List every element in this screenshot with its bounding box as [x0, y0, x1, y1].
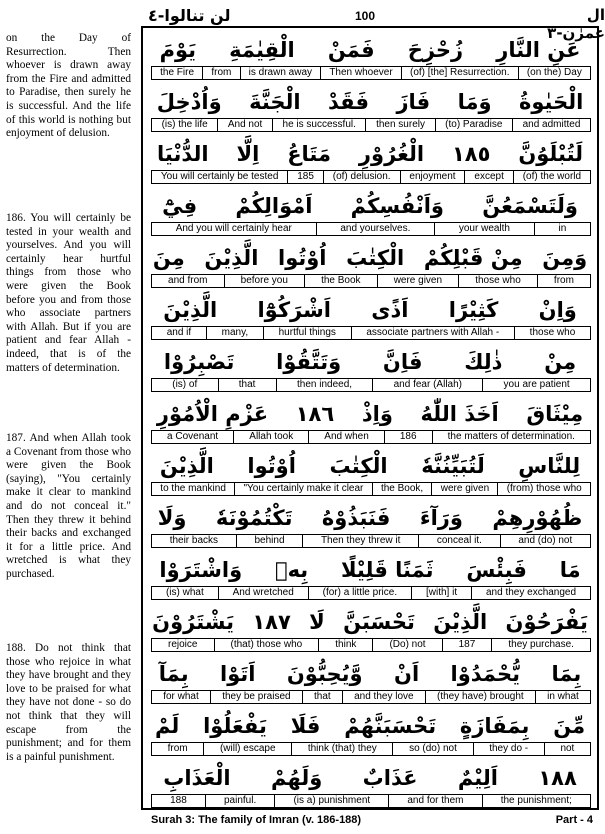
translation-cell: the matters of determination.	[433, 430, 591, 444]
translation-cell: and they exchanged	[472, 586, 591, 600]
arabic-word: بِمَا	[551, 662, 582, 686]
translation-cell: And you will certainly hear	[151, 222, 317, 236]
translation-cell: (on the) Day	[519, 66, 591, 80]
translation-cell: 185	[288, 170, 324, 184]
arabic-word: فَاِنَّ	[382, 350, 423, 374]
verse-line	[143, 342, 597, 398]
arabic-word: الْحَيٰوةُ	[518, 90, 584, 114]
arabic-word: تَكْتُمُوْنَهٗ	[215, 506, 293, 530]
verse-line	[143, 654, 597, 710]
arabic-word: اَذًى	[371, 298, 409, 322]
translation-cell: 186	[385, 430, 433, 444]
translation-cell: and yourselves.	[317, 222, 436, 236]
translation-cell: behind	[237, 534, 303, 548]
arabic-word: ١٨٦	[295, 402, 335, 426]
commentary-paragraph: on the Day of Resurrection. Then whoever is drawn away from the Fire and admitted to Paradise, then surely he is successful. And the life of this world is nothing but enjoyment of delusion.	[6, 32, 131, 140]
translation-cell: that	[219, 378, 277, 392]
arabic-text-line	[143, 498, 597, 538]
arabic-word: وَرَآءَ	[419, 506, 463, 530]
translation-cell: and they love	[343, 690, 426, 704]
arabic-text-line	[143, 446, 597, 486]
arabic-text-line	[143, 550, 597, 590]
arabic-word: بِهٖ	[274, 558, 309, 582]
arabic-word: يَوْمَ	[159, 38, 197, 62]
translation-line	[151, 638, 591, 652]
translation-cell: many,	[207, 326, 264, 340]
arabic-word: وَلَهُمْ	[271, 766, 323, 790]
arabic-word: وَاُدْخِلَ	[156, 90, 222, 114]
arabic-word: كَثِيْرًا	[448, 298, 499, 322]
translation-line	[151, 118, 591, 132]
translation-cell: the Book,	[373, 482, 433, 496]
translation-line	[151, 66, 591, 80]
verse-line	[143, 134, 597, 190]
arabic-word: لِلنَّاسِ	[518, 454, 581, 478]
arabic-word: عَنِ النَّارِ	[496, 38, 581, 62]
arabic-word: ١٨٧	[252, 610, 291, 634]
arabic-word: الدُّنْيَا	[156, 142, 209, 166]
arabic-word: تَصْبِرُوْا	[163, 350, 235, 374]
translation-cell: the Fire	[151, 66, 203, 80]
arabic-word: اَخَذَ اللّٰهُ	[420, 402, 499, 426]
translation-cell: [with] it	[412, 586, 472, 600]
arabic-word: الَّذِيْنَ	[159, 454, 214, 478]
footer-surah-title: Surah 3: The family of Imran (v. 186-188)	[151, 814, 362, 826]
arabic-word: وَمَا	[457, 90, 492, 114]
arabic-word: وَلَتَسْمَعُنَّ	[482, 194, 578, 218]
translation-cell: for what	[151, 690, 211, 704]
translation-cell: hurtful things	[264, 326, 352, 340]
arabic-word: الَّذِيْنَ	[204, 246, 259, 270]
arabic-word: اُوْتُوا	[278, 246, 327, 270]
verse-line	[143, 706, 597, 762]
verse-line	[143, 602, 597, 658]
translation-cell: (of) [the] Resurrection.	[402, 66, 519, 80]
translation-cell: their backs	[151, 534, 237, 548]
arabic-word: مَا	[559, 558, 581, 582]
translation-cell: (will) escape	[204, 742, 292, 756]
translation-cell: from	[538, 274, 591, 288]
footer-part: Part - 4	[555, 814, 593, 826]
arabic-word: وَاشْتَرَوْا	[159, 558, 243, 582]
translation-cell: a Covenant	[151, 430, 234, 444]
translation-line	[151, 794, 591, 808]
translation-cell: (is) what	[151, 586, 219, 600]
translation-cell: and (do) not	[501, 534, 591, 548]
translation-cell: were given	[432, 482, 498, 496]
translation-cell: And when	[309, 430, 385, 444]
arabic-word: يُّحْمَدُوْا	[450, 662, 521, 686]
arabic-word: عَزْمِ الْاُمُوْرِ	[156, 402, 269, 426]
arabic-word: تَحْسَبَنَّ	[343, 610, 415, 634]
commentary-paragraph: 187. And when Allah took a Covenant from those who were given the Book (saying), "You certainly make it clear to mankind and do not conceal it." Then they threw it behind their backs and exchanged it for a little price. And wretched is what they purchased.	[6, 432, 131, 580]
verse-line	[143, 30, 597, 86]
arabic-word: ذٰلِكَ	[464, 350, 503, 374]
arabic-word: اَتَوْا	[220, 662, 256, 686]
translation-cell: (for) a little price.	[309, 586, 412, 600]
translation-cell: painful.	[206, 794, 275, 808]
verse-line	[143, 394, 597, 450]
arabic-text-line	[143, 134, 597, 174]
arabic-word: وَّيُحِبُّوْنَ	[286, 662, 363, 686]
translation-cell: he is successful.	[273, 118, 367, 132]
verse-line	[143, 446, 597, 502]
arabic-word: الْغُرُوْرِ	[358, 142, 425, 166]
arabic-word: الْعَذَابِ	[163, 766, 231, 790]
arabic-word: مِيْثَاقَ	[526, 402, 584, 426]
arabic-word: تَحْسَبَنَّهُمْ	[344, 714, 437, 738]
verse-line	[143, 186, 597, 242]
translation-line	[151, 586, 591, 600]
translation-cell: they purchase.	[492, 638, 591, 652]
translation-cell: rejoice	[151, 638, 215, 652]
juz-title-arabic: لن تنالوا-٤	[148, 6, 231, 25]
arabic-word: وَاَنْفُسِكُمْ	[350, 194, 444, 218]
arabic-word: ثَمَنًا قَلِيْلًا	[340, 558, 434, 582]
arabic-word: اِلَّا	[236, 142, 260, 166]
translation-cell: (that) those who	[215, 638, 320, 652]
arabic-word: وَمِنَ	[542, 246, 588, 270]
arabic-word: مِنَ	[152, 246, 185, 270]
translation-line	[151, 430, 591, 444]
arabic-word: زُحْزِحَ	[407, 38, 464, 62]
arabic-word: اَنْ	[394, 662, 420, 686]
arabic-word: فَمَنْ	[327, 38, 375, 62]
arabic-text-line	[143, 238, 597, 278]
translation-cell: and for them	[389, 794, 482, 808]
translation-cell: (of) delusion.	[324, 170, 401, 184]
translation-cell: and if	[151, 326, 207, 340]
verse-line	[143, 238, 597, 294]
translation-cell: were given	[378, 274, 460, 288]
arabic-word: بِمَفَازَةٍ	[459, 714, 530, 738]
translation-cell: think (that) they	[292, 742, 393, 756]
translation-cell: think	[319, 638, 373, 652]
page-number: 100	[355, 9, 376, 23]
arabic-word: اُوْتُوا	[247, 454, 296, 478]
arabic-word: فَلَا	[290, 714, 321, 738]
translation-cell: And wretched	[219, 586, 309, 600]
translation-cell: (Do) not	[373, 638, 442, 652]
arabic-word: اَلِيْمٌ	[457, 766, 498, 790]
arabic-word: بِمَآ	[158, 662, 189, 686]
translation-cell: and fear (Allah)	[373, 378, 483, 392]
translation-cell: and admitted	[513, 118, 591, 132]
translation-cell: to the mankind	[151, 482, 235, 496]
arabic-word: فَنَبَذُوْهُ	[321, 506, 391, 530]
translation-cell: enjoyment	[401, 170, 466, 184]
translation-cell: is drawn away	[241, 66, 322, 80]
translation-cell: that	[303, 690, 343, 704]
arabic-word: يَشْتَرُوْنَ	[152, 610, 235, 634]
translation-cell: (is) of	[151, 378, 219, 392]
arabic-word: ١٨٨	[538, 766, 577, 790]
translation-line	[151, 690, 591, 704]
translation-cell: they do -	[474, 742, 545, 756]
translation-cell: in	[535, 222, 591, 236]
arabic-word: ظُهُوْرِهِمْ	[492, 506, 583, 530]
translation-cell: Allah took	[234, 430, 309, 444]
arabic-word: لَتُبَيِّنُنَّهٗ	[421, 454, 485, 478]
arabic-word: الْقِيٰمَةِ	[229, 38, 295, 62]
arabic-word: فَبِئْسَ	[466, 558, 527, 582]
verse-line	[143, 498, 597, 554]
arabic-word: لَا	[309, 610, 325, 634]
translation-line	[151, 274, 591, 288]
translation-cell: those who	[515, 326, 591, 340]
arabic-text-line	[143, 758, 597, 798]
arabic-word: وَاِنْ	[538, 298, 577, 322]
translation-line	[151, 742, 591, 756]
arabic-word: مِنْ قَبْلِكُمْ	[423, 246, 523, 270]
translation-cell: (from) those who	[498, 482, 591, 496]
arabic-word: الَّذِيْنَ	[433, 610, 488, 634]
verse-line	[143, 82, 597, 138]
commentary-paragraph: 188. Do not think that those who rejoice in what they have brought and they love to be praised for what they have not done - so do not think that they will escape from the punishment; and for them is a painful punishment.	[6, 642, 131, 763]
arabic-word: اَمْوَالِكُمْ	[235, 194, 313, 218]
arabic-word: فِيْٓ	[162, 194, 198, 218]
arabic-text-line	[143, 290, 597, 330]
surah-title-arabic: ال عمرٰن-٣	[547, 6, 605, 42]
translation-cell: not	[545, 742, 591, 756]
translation-cell: and from	[151, 274, 225, 288]
arabic-word: اَشْرَكُوْٓا	[257, 298, 331, 322]
translation-cell: so (do) not	[393, 742, 473, 756]
translation-cell: And not	[218, 118, 273, 132]
arabic-text-line	[143, 30, 597, 70]
arabic-text-line	[143, 654, 597, 694]
arabic-word: لَمْ	[154, 714, 180, 738]
translation-cell: (is a) punishment	[275, 794, 389, 808]
translation-cell: (is) the life	[151, 118, 218, 132]
arabic-word: الْجَنَّةَ	[249, 90, 301, 114]
arabic-word: يَفْرَحُوْنَ	[505, 610, 588, 634]
arabic-word: وَاِذْ	[361, 402, 393, 426]
translation-cell: your wealth	[435, 222, 535, 236]
arabic-text-line	[143, 602, 597, 642]
translation-cell: except	[465, 170, 513, 184]
translation-line	[151, 482, 591, 496]
arabic-word: وَلَا	[157, 506, 187, 530]
translation-cell: from	[203, 66, 240, 80]
translation-line	[151, 378, 591, 392]
word-by-word-panel	[141, 26, 599, 810]
translation-line	[151, 534, 591, 548]
translation-cell: the punishment;	[483, 794, 591, 808]
translation-line	[151, 170, 591, 184]
translation-cell: (of) the world	[514, 170, 591, 184]
translation-cell: You will certainly be tested	[151, 170, 288, 184]
translation-cell: conceal it.	[419, 534, 500, 548]
translation-cell: 188	[151, 794, 206, 808]
arabic-word: مَتَاعُ	[287, 142, 332, 166]
translation-cell: associate partners with Allah -	[352, 326, 515, 340]
verse-line	[143, 550, 597, 606]
translation-cell: in what	[536, 690, 591, 704]
translation-cell: before you	[225, 274, 305, 288]
translation-cell: 187	[443, 638, 493, 652]
translation-cell: then indeed,	[277, 378, 374, 392]
verse-line	[143, 290, 597, 346]
arabic-word: الْكِتٰبَ	[329, 454, 388, 478]
translation-cell: Then they threw it	[303, 534, 419, 548]
arabic-word: مِّنَ	[553, 714, 586, 738]
arabic-text-line	[143, 342, 597, 382]
arabic-text-line	[143, 186, 597, 226]
translation-cell: "You certainly make it clear	[235, 482, 372, 496]
verse-line	[143, 758, 597, 814]
arabic-word: عَذَابٌ	[362, 766, 418, 790]
translation-cell: (to) Paradise	[436, 118, 513, 132]
commentary-paragraph: 186. You will certainly be tested in your wealth and yourselves. And you will certainly hear hurtful things from those who were given the Book before you and from those who associate partners with Allah. But if you are patient and fear Allah - indeed, that is of the matters of determination.	[6, 212, 131, 374]
arabic-word: يَفْعَلُوْا	[203, 714, 267, 738]
arabic-word: فَازَ	[396, 90, 431, 114]
arabic-text-line	[143, 82, 597, 122]
arabic-word: الَّذِيْنَ	[163, 298, 218, 322]
translation-cell: from	[151, 742, 204, 756]
arabic-word: ١٨٥	[451, 142, 491, 166]
translation-cell: you are patient	[483, 378, 591, 392]
arabic-text-line	[143, 394, 597, 434]
translation-cell: those who	[459, 274, 538, 288]
arabic-text-line	[143, 706, 597, 746]
translation-cell: Then whoever	[321, 66, 402, 80]
translation-cell: they be praised	[211, 690, 303, 704]
arabic-word: الْكِتٰبَ	[346, 246, 405, 270]
arabic-word: فَقَدْ	[328, 90, 370, 114]
translation-line	[151, 222, 591, 236]
translation-line	[151, 326, 591, 340]
translation-cell: (they have) brought	[426, 690, 536, 704]
arabic-word: مِنْ	[544, 350, 577, 374]
arabic-word: وَتَتَّقُوْا	[276, 350, 342, 374]
arabic-word: لَتُبْلَوُنَّ	[518, 142, 584, 166]
translation-cell: the Book	[305, 274, 378, 288]
translation-cell: then surely	[366, 118, 435, 132]
